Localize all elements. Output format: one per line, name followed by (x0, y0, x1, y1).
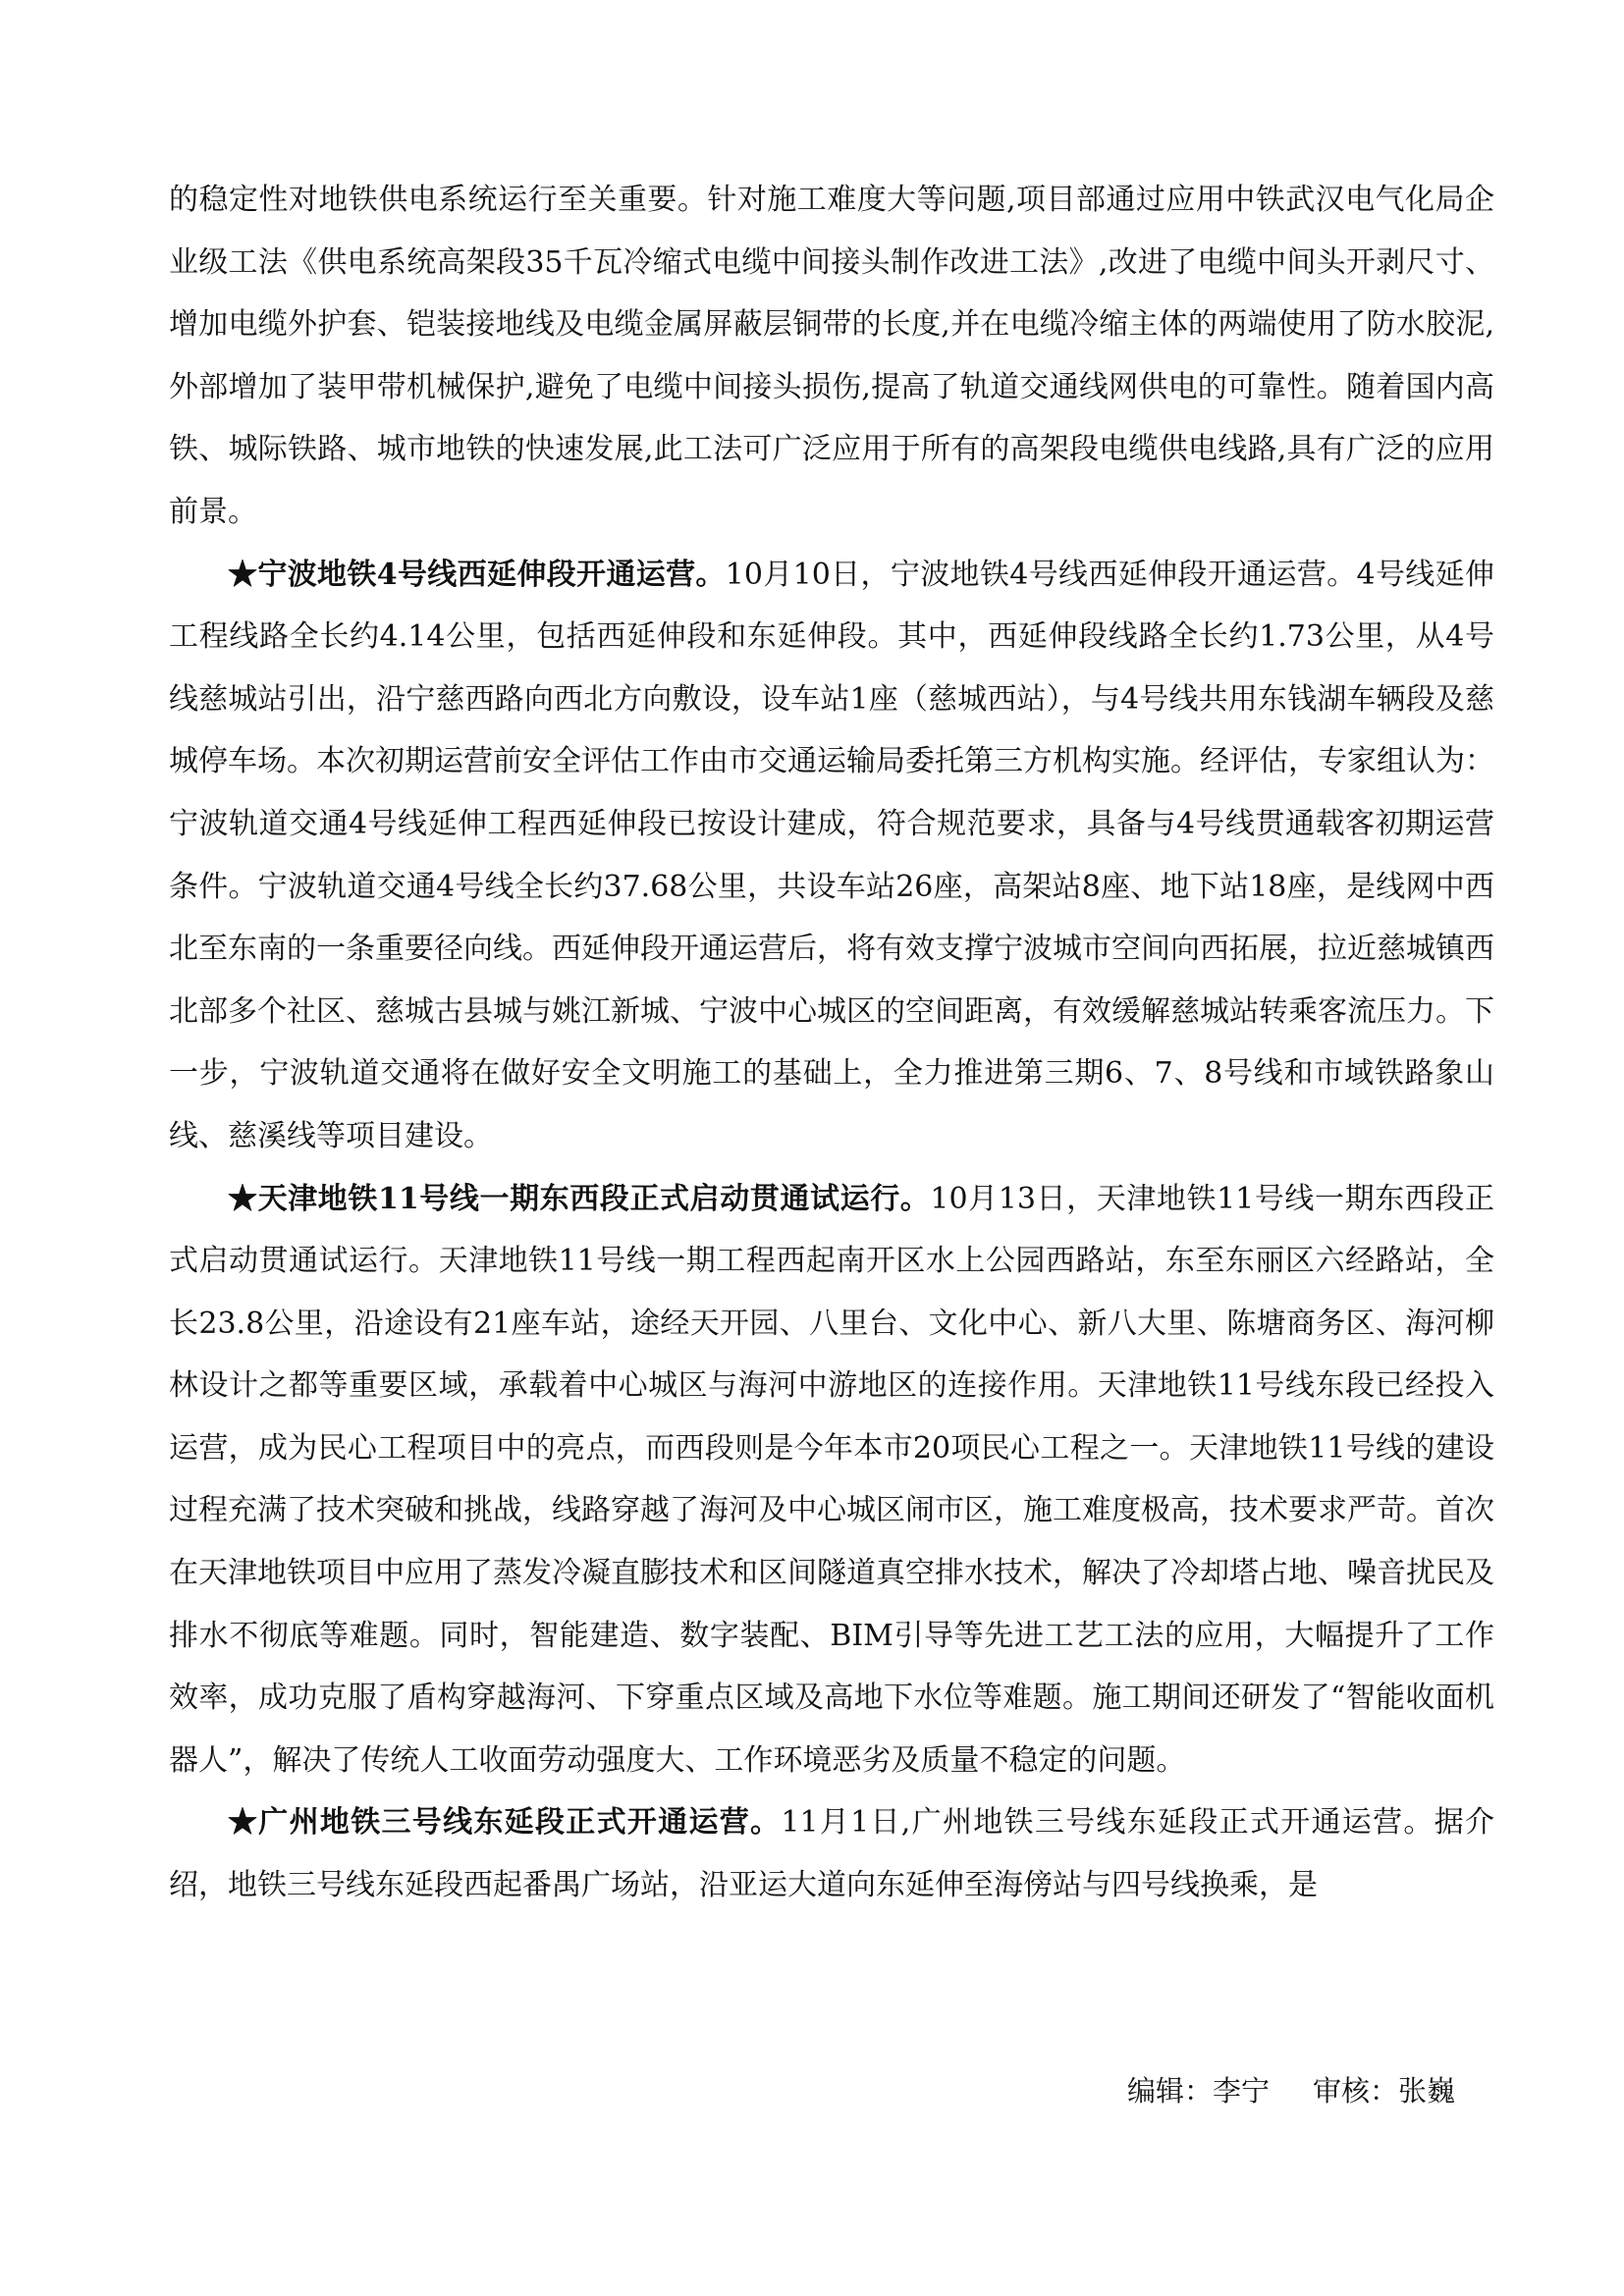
paragraph-text: 的稳定性对地铁供电系统运行至关重要。针对施工难度大等问题,项目部通过应用中铁武汉电气化局企业级工法《供电系统高架段35千瓦冷缩式电缆中间接头制作改进工法》,改进了电缆中间头开剥尺寸、增加电缆外护套、铠装接地线及电缆金属屏蔽层铜带的长度,并在电缆冷缩主体的两端使用了防水胶泥,外部增加了装甲带机械保护,避免了电缆中间接头损伤,提高了轨道交通线网供电的可靠性。随着国内高铁、城际铁路、城市地铁的快速发展,此工法可广泛应用于所有的高架段电缆供电线路,具有广泛的应用前景。 (169, 183, 1494, 529)
footer-credits (1127, 2071, 1455, 2110)
paragraph-text: 10月13日，天津地铁11号线一期东西段正式启动贯通试运行。天津地铁11号线一期工程西起南开区水上公园西路站，东至东丽区六经路站，全长23.8公里，沿途设有21座车站，途经天开园、八里台、文化中心、新八大里、陈塘商务区、海河柳林设计之都等重要区域，承载着中心城区与海河中游地区的连接作用。天津地铁11号线东段已经投入运营，成为民心工程项目中的亮点，而西段则是今年本市20项民心工程之一。天津地铁11号线的建设过程充满了技术突破和挑战，线路穿越了海河及中心城区闹市区，施工难度极高，技术要求严苛。首次在天津地铁项目中应用了蒸发冷凝直膨技术和区间隧道真空排水技术，解决了冷却塔占地、噪音扰民及排水不彻底等难题。同时，智能建造、数字装配、BIM引导等先进工艺工法的应用，大幅提升了工作效率，成功克服了盾构穿越海河、下穿重点区域及高地下水位等难题。施工期间还研发了“智能收面机器人”，解决了传统人工收面劳动强度大、工作环境恶劣及质量不稳定的问题。 (169, 1181, 1494, 1778)
paragraph-lead: ★天津地铁11号线一期东西段正式启动贯通试运行。 (228, 1181, 931, 1216)
article-body (169, 169, 1494, 1917)
paragraph-tianjin-line11 (169, 1168, 1494, 1792)
paragraph-guangzhou-line3 (169, 1791, 1494, 1916)
paragraph-lead: ★宁波地铁4号线西延伸段开通运营。 (228, 557, 726, 592)
paragraph-lead: ★广州地铁三号线东延段正式开通运营。 (228, 1805, 782, 1841)
reviewer-credit: 审核：张巍 (1312, 2074, 1455, 2108)
paragraph-cable-joint (169, 169, 1494, 544)
paragraph-ningbo-line4 (169, 544, 1494, 1168)
paragraph-text: 11月1日,广州地铁三号线东延段正式开通运营。据介绍，地铁三号线东延段西起番禺广场站，沿亚运大道向东延伸至海傍站与四号线换乘，是 (169, 1805, 1495, 1903)
paragraph-text: 10月10日，宁波地铁4号线西延伸段开通运营。4号线延伸工程线路全长约4.14公里，包括西延伸段和东延伸段。其中，西延伸段线路全长约1.73公里，从4号线慈城站引出，沿宁慈西路向西北方向敷设，设车站1座（慈城西站），与4号线共用东钱湖车辆段及慈城停车场。本次初期运营前安全评估工作由市交通运输局委托第三方机构实施。经评估，专家组认为：宁波轨道交通4号线延伸工程西延伸段已按设计建成，符合规范要求，具备与4号线贯通载客初期运营条件。宁波轨道交通4号线全长约37.68公里，共设车站26座，高架站8座、地下站18座，是线网中西北至东南的一条重要径向线。西延伸段开通运营后，将有效支撑宁波城市空间向西拓展，拉近慈城镇西北部多个社区、慈城古县城与姚江新城、宁波中心城区的空间距离，有效缓解慈城站转乘客流压力。下一步，宁波轨道交通将在做好安全文明施工的基础上，全力推进第三期6、7、8号线和市域铁路象山线、慈溪线等项目建设。 (169, 557, 1494, 1153)
editor-credit: 编辑：李宁 (1126, 2074, 1270, 2108)
